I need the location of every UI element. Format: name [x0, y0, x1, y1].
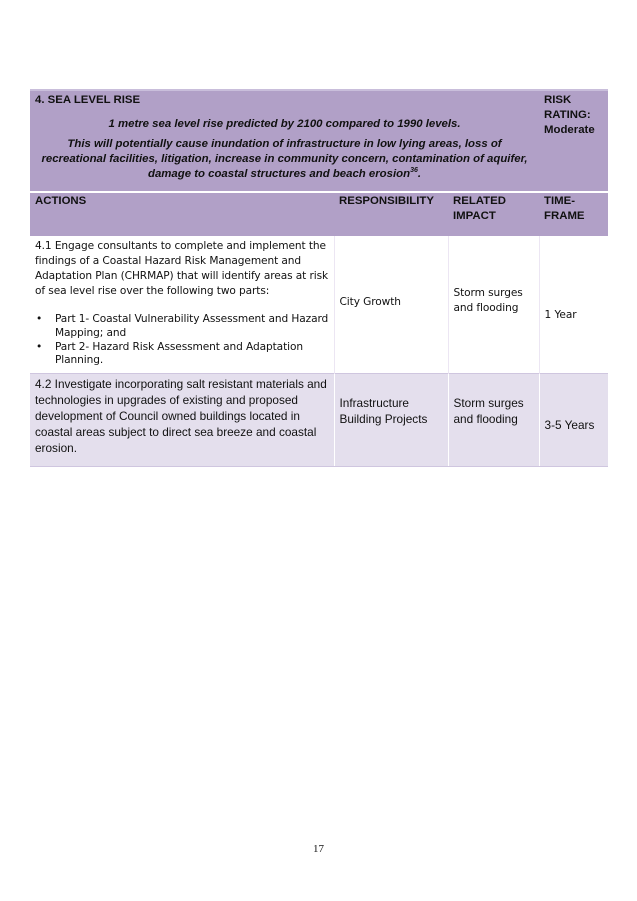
- bullet-item: [35, 313, 329, 340]
- summary-line-2-text: This will potentially cause inundation of infrastructure in low lying areas, loss of recreational facilities, litigation, increase in community concern, contamination of aquifer, damage to coastal structures and beach erosion: [41, 138, 528, 180]
- risk-rating-label: RISK RATING:: [544, 94, 591, 121]
- page-number: 17: [313, 843, 324, 855]
- responsibility-cell: City Growth: [334, 236, 448, 374]
- footnote-reference: 36: [410, 167, 418, 175]
- section-summary-row: [30, 117, 608, 192]
- column-header-timeframe: TIME-FRAME: [539, 192, 608, 236]
- column-header-responsibility: RESPONSIBILITY: [334, 192, 448, 236]
- action-text: 4.1 Engage consultants to complete and implement the findings of a Coastal Hazard Risk Management and Adaptation Plan (CHRMAP) that will identify areas at risk of sea level rise over the following two parts:: [35, 240, 329, 297]
- bullet-icon: •: [36, 313, 43, 325]
- column-header-row: [30, 192, 608, 236]
- table-row: [30, 236, 608, 374]
- column-header-related-impact: RELATED IMPACT: [448, 192, 539, 236]
- risk-rating-value: Moderate: [544, 124, 595, 136]
- summary-line-2: [38, 137, 531, 182]
- sea-level-rise-table: [30, 89, 608, 467]
- summary-line-1: 1 metre sea level rise predicted by 2100 compared to 1990 levels.: [108, 118, 461, 130]
- timeframe-cell: 3-5 Years: [539, 374, 608, 467]
- section-title-row: [30, 90, 608, 117]
- responsibility-cell: Infrastructure Building Projects: [334, 374, 448, 467]
- action-cell: [30, 236, 334, 374]
- related-impact-cell: Storm surges and flooding: [448, 374, 539, 467]
- summary-line-2-end: .: [417, 168, 422, 180]
- timeframe-cell: 1 Year: [539, 236, 608, 374]
- table-row: [30, 374, 608, 467]
- bullet-icon: •: [36, 340, 43, 353]
- section-summary: [30, 117, 539, 192]
- bullet-text: Part 1- Coastal Vulnerability Assessment and Hazard Mapping; and: [55, 313, 329, 339]
- column-header-actions: ACTIONS: [30, 192, 334, 236]
- action-bullet-list: [35, 313, 329, 368]
- action-cell: 4.2 Investigate incorporating salt resistant materials and technologies in upgrades of existing and proposed development of Council owned buildings located in coastal areas subject to direct sea breeze and coastal erosion.: [30, 374, 334, 467]
- bullet-text: Part 2- Hazard Risk Assessment and Adaptation Planning.: [55, 340, 303, 366]
- risk-rating: [539, 90, 608, 192]
- related-impact-cell: Storm surges and flooding: [448, 236, 539, 374]
- section-title: 4. SEA LEVEL RISE: [30, 90, 539, 117]
- bullet-item: [35, 341, 329, 368]
